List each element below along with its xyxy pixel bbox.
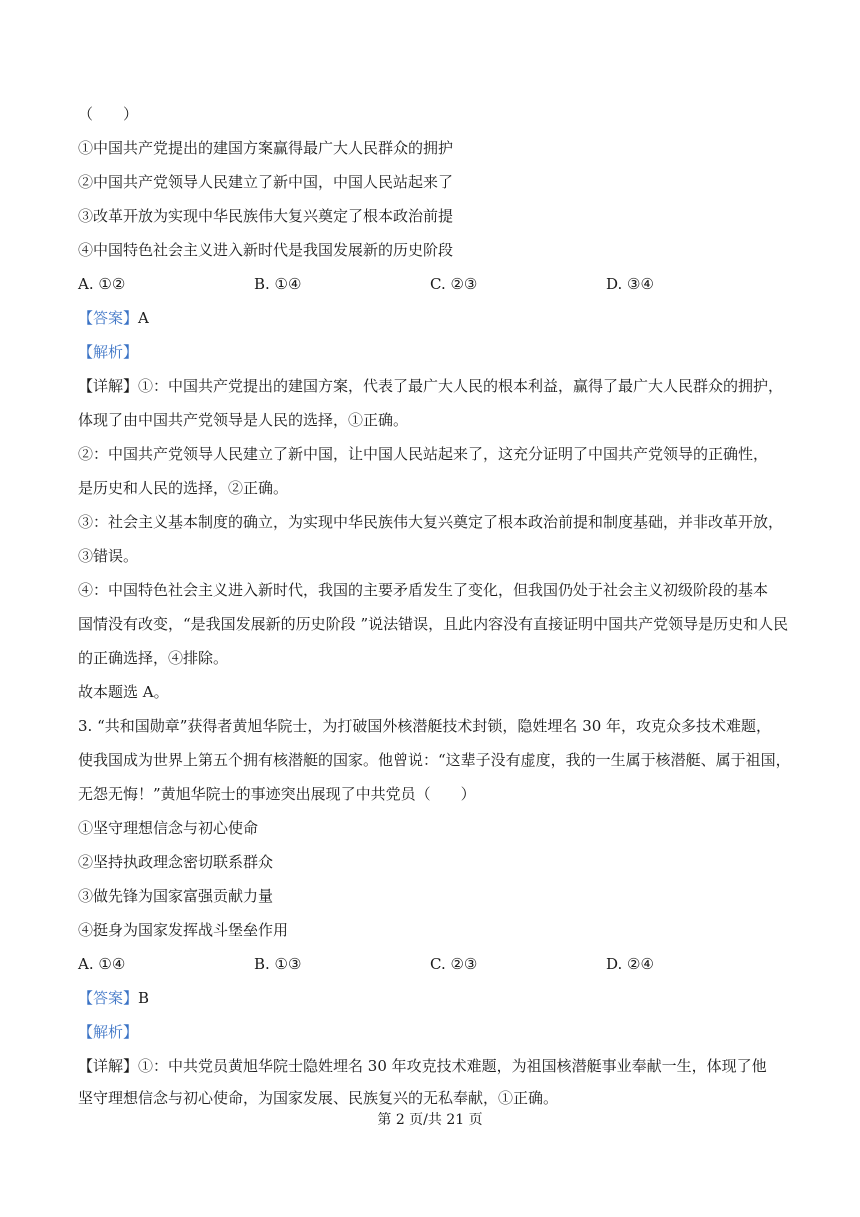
q3-detail-text: ①：中共党员黄旭华院士隐姓埋名 30 年攻克技术难题，为祖国核潜艇事业奉献一生，体现了他 — [138, 1057, 767, 1075]
q3-item-1: ①坚守理想信念与初心使命 — [78, 819, 259, 837]
q2-answer — [78, 308, 149, 328]
q2-analysis-tag: 【解析】 — [78, 343, 139, 361]
q2-item-2: ②中国共产党领导人民建立了新中国，中国人民站起来了 — [78, 173, 454, 191]
q3-option-c: C. ②③ — [430, 955, 478, 973]
q3-analysis-tag: 【解析】 — [78, 1023, 139, 1041]
q3-option-d: D. ②④ — [606, 955, 654, 973]
q2-detail-line: 是历史和人民的选择，②正确。 — [78, 479, 289, 497]
q2-detail-line: ②：中国共产党领导人民建立了新中国，让中国人民站起来了，这充分证明了中国共产党领导的正确性， — [78, 445, 769, 463]
q3-item-4: ④挺身为国家发挥战斗堡垒作用 — [78, 921, 289, 939]
q2-options — [78, 274, 798, 294]
q2-detail-line: ③：社会主义基本制度的确立，为实现中华民族伟大复兴奠定了根本政治前提和制度基础，并非改革开放， — [78, 513, 784, 531]
q3-stem-line: 无怨无悔！”黄旭华院士的事迹突出展现了中共党员（ ） — [78, 785, 476, 803]
q3-option-b: B. ①③ — [254, 955, 302, 973]
q2-conclusion: 故本题选 A。 — [78, 683, 169, 701]
q3-item-2: ②坚持执政理念密切联系群众 — [78, 853, 274, 871]
q2-option-a: A. ①② — [78, 275, 126, 293]
q3-answer-value: B — [138, 989, 150, 1007]
q2-detail-line: ③错误。 — [78, 547, 139, 565]
q3-options — [78, 954, 798, 974]
q2-option-c: C. ②③ — [430, 275, 478, 293]
q2-item-1: ①中国共产党提出的建国方案赢得最广大人民群众的拥护 — [78, 139, 454, 157]
q2-detail-line: ④：中国特色社会主义进入新时代，我国的主要矛盾发生了变化，但我国仍处于社会主义初级阶段的基本 — [78, 581, 769, 599]
q2-detail-line — [78, 376, 783, 396]
q2-answer-value: A — [138, 309, 149, 327]
q2-detail-text: ①：中国共产党提出的建国方案，代表了最广大人民的根本利益，赢得了最广大人民群众的拥护， — [138, 377, 784, 395]
q2-answer-tag: 【答案】 — [78, 309, 139, 327]
q2-stem-tail: （ ） — [78, 105, 139, 123]
q3-detail-tag: 【详解】 — [78, 1057, 139, 1075]
q3-answer — [78, 988, 149, 1008]
q3-detail-line: 坚守理想信念与初心使命，为国家发展、民族复兴的无私奉献，①正确。 — [78, 1089, 559, 1107]
q3-stem-line: 使我国成为世界上第五个拥有核潜艇的国家。他曾说：“这辈子没有虚度，我的一生属于核潜艇、属于祖国， — [78, 751, 791, 769]
q3-option-a: A. ①④ — [78, 955, 126, 973]
q3-item-3: ③做先锋为国家富强贡献力量 — [78, 887, 274, 905]
q2-option-b: B. ①④ — [254, 275, 302, 293]
page-footer: 第 2 页/共 21 页 — [377, 1112, 483, 1128]
q2-item-3: ③改革开放为实现中华民族伟大复兴奠定了根本政治前提 — [78, 207, 454, 225]
q2-option-d: D. ③④ — [606, 275, 654, 293]
q2-detail-line: 的正确选择，④排除。 — [78, 649, 229, 667]
q2-detail-line: 国情没有改变，“是我国发展新的历史阶段 ”说法错误，且此内容没有直接证明中国共产党领导是历史和人民 — [78, 615, 789, 633]
q3-detail-line — [78, 1056, 767, 1076]
q3-answer-tag: 【答案】 — [78, 989, 139, 1007]
q2-detail-tag: 【详解】 — [78, 377, 139, 395]
q3-stem-line: 3. “共和国勋章”获得者黄旭华院士，为打破国外核潜艇技术封锁，隐姓埋名 30 年，攻克众多技术难题， — [78, 717, 772, 735]
q2-item-4: ④中国特色社会主义进入新时代是我国发展新的历史阶段 — [78, 241, 454, 259]
q2-detail-line: 体现了由中国共产党领导是人民的选择，①正确。 — [78, 411, 409, 429]
